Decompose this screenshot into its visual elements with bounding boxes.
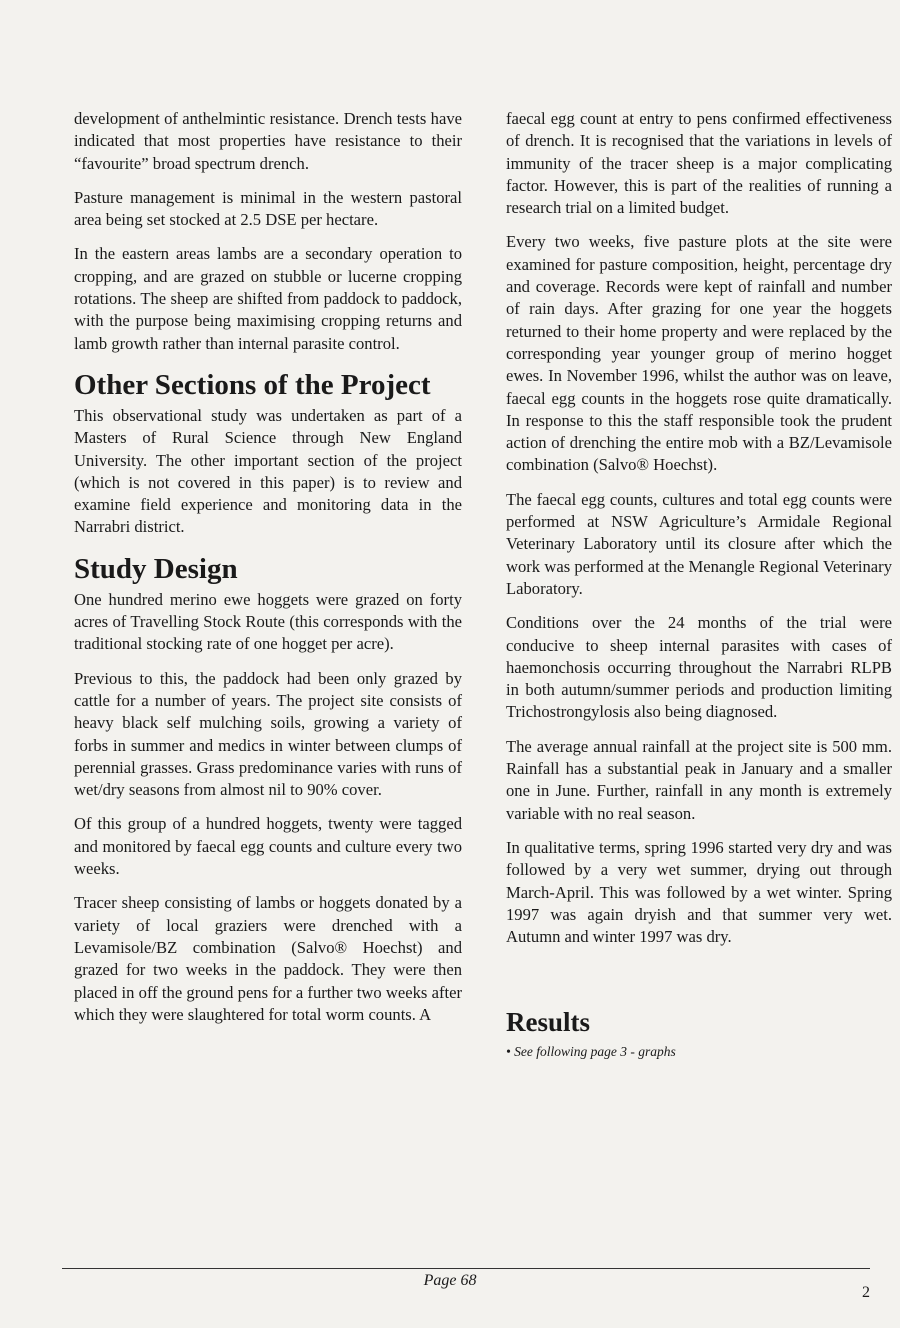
paragraph: Previous to this, the paddock had been only grazed by cattle for a number of years. The project site consists of heavy black self mulching soils, growing a variety of forbs in summer and medics in winter between clumps of perennial grasses. Grass predominance varies with runs of wet/dry seasons from almost nil to 90% cover.	[74, 668, 462, 800]
paragraph: One hundred merino ewe hoggets were grazed on forty acres of Travelling Stock Route (this corresponds with the traditional stocking rate of one hogget per acre).	[74, 589, 462, 654]
paragraph: Conditions over the 24 months of the trial were conducive to sheep internal parasites with cases of haemonchosis occurring throughout the Narrabri RLPB in both autumn/summer periods and production limiting Trichostrongylosis also being diagnosed.	[506, 613, 892, 722]
paragraph: development of anthelmintic resistance. Drench tests have indicated that most properties have resistance to their “favourite” broad spectrum drench.	[74, 109, 462, 173]
paragraph: The faecal egg counts, cultures and total egg counts were performed at NSW Agriculture’s Armidale Regional Veterinary Laboratory until its closure after which the work was performed at the Menangle Regional Veterinary Laboratory.	[506, 489, 892, 598]
page-number: 2	[862, 1284, 870, 1301]
footer-divider	[62, 1268, 870, 1269]
paragraph: In qualitative terms, spring 1996 started very dry and was followed by a very wet summer, drying out through March-April. This was followed by a wet winter. Spring 1997 was again dryish and that summer very wet. Autumn and winter 1997 was dry.	[506, 837, 892, 947]
footer-page-label: Page 68	[423, 1272, 477, 1289]
paragraph: Tracer sheep consisting of lambs or hoggets donated by a variety of local graziers were drenched with a Levamisole/BZ combination (Salvo® Hoechst) and grazed for two weeks in the paddock. They were then placed in off the ground pens for a further two weeks after which they were slaughtered for total worm counts. A	[74, 893, 462, 1024]
section-heading-study-design: Study Design	[74, 552, 238, 585]
section-heading-results: Results	[506, 1007, 591, 1038]
paragraph: Of this group of a hundred hoggets, twenty were tagged and monitored by faecal egg counts and culture every two weeks.	[74, 814, 462, 879]
paragraph: Every two weeks, five pasture plots at the site were examined for pasture composition, height, percentage dry and coverage. Records were kept of rainfall and number of rain days. After grazing for one year the hoggets returned to their home property and were replaced by the corresponding year younger group of merino hogget ewes. In November 1996, whilst the author was on leave, faecal egg counts in the hoggets rose quite dramatically. In response to this the staff responsible took the prudent action of drenching the entire mob with a BZ/Levamisole combination (Salvo® Hoechst).	[506, 232, 892, 475]
right-column	[506, 108, 892, 1060]
left-column	[74, 108, 462, 1038]
paragraph: This observational study was undertaken as part of a Masters of Rural Science through New England University. The other important section of the project (which is not covered in this paper) is to review and examine field experience and monitoring data in the Narrabri district.	[74, 405, 462, 537]
paragraph: Pasture management is minimal in the western pastoral area being set stocked at 2.5 DSE per hectare.	[74, 187, 462, 230]
results-note: • See following page 3 - graphs	[506, 1044, 676, 1060]
paragraph: faecal egg count at entry to pens confirmed effectiveness of drench. It is recognised that the variations in levels of immunity of the tracer sheep is a major complicating factor. However, this is part of the realities of running a research trial on a limited budget.	[506, 109, 892, 218]
paragraph: The average annual rainfall at the project site is 500 mm. Rainfall has a substantial peak in January and a smaller one in June. Further, rainfall in any month is extremely variable with no real season.	[506, 736, 892, 823]
paragraph: In the eastern areas lambs are a secondary operation to cropping, and are grazed on stubble or lucerne cropping rotations. The sheep are shifted from paddock to paddock, with the purpose being maximising cropping returns and lamb growth rather than internal parasite control.	[74, 244, 462, 353]
section-heading-other-sections: Other Sections of the Project	[74, 368, 431, 401]
